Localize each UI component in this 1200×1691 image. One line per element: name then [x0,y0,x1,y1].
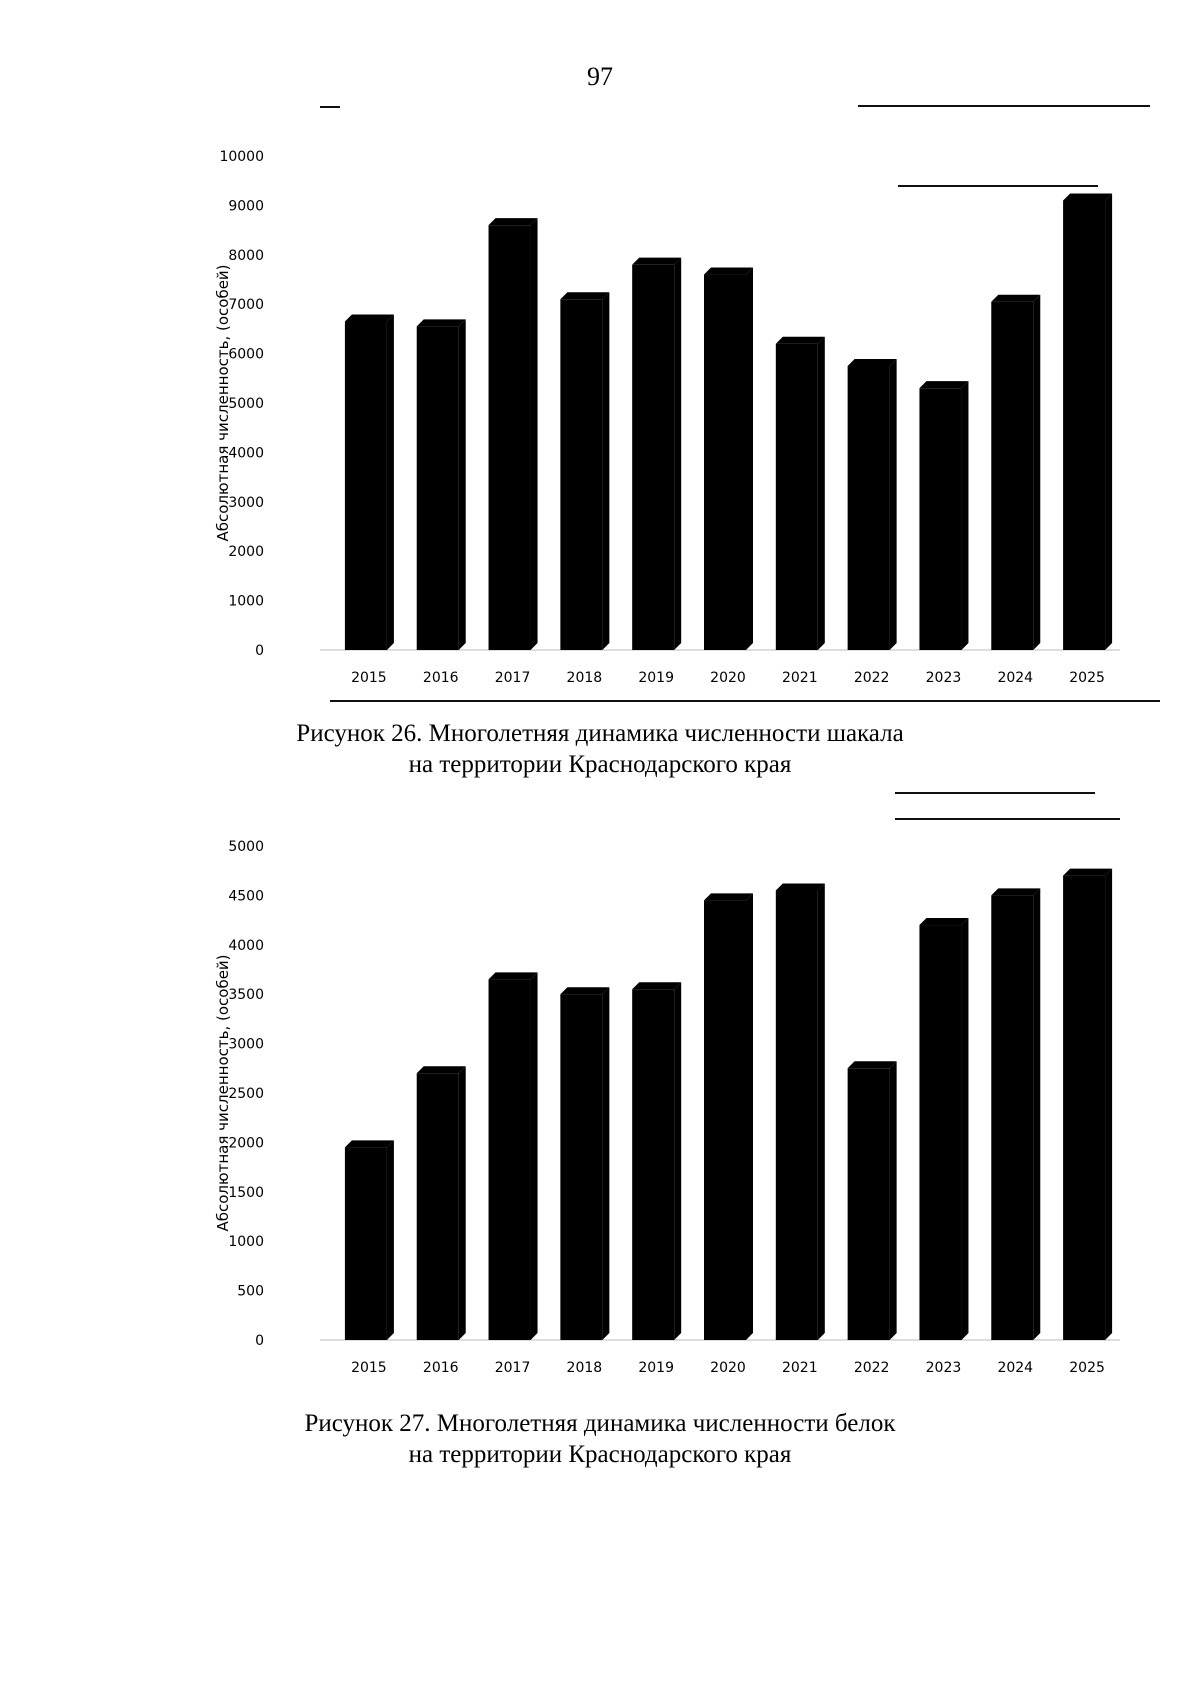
x-tick-label: 2018 [566,670,603,686]
jackal-chart-caption [0,718,1200,780]
x-tick-label: 2016 [422,670,459,686]
bar [919,918,968,1340]
bar-top [919,381,968,388]
caption-line: Рисунок 27. Многолетняя динамика численности белок [304,1410,896,1437]
x-tick-label: 2020 [710,1360,746,1376]
y-tick-label: 0 [255,643,264,659]
bar [919,381,968,650]
bar-side [531,972,538,1340]
bar-side [602,987,609,1340]
x-tick-label: 2023 [925,1360,962,1376]
bar-top [417,1066,466,1073]
bar-front [704,275,746,650]
x-tick-label: 2025 [1069,1360,1105,1376]
page-number: 97 [587,62,613,91]
x-tick-label: 2019 [638,1360,675,1376]
y-tick-label: 2500 [228,1086,264,1102]
y-tick-label: 4000 [228,445,264,462]
bar-front [345,321,387,650]
bar-side [961,381,968,650]
y-tick-label: 3000 [228,1036,264,1053]
bar-front [489,979,531,1340]
bar-side [1033,295,1040,650]
bar [417,319,466,650]
jackal-population-chart [180,140,1160,700]
bar-front [919,925,961,1340]
bar-front [1063,876,1105,1340]
scan-line [320,106,340,108]
bar-front [704,900,746,1340]
x-tick-label: 2017 [494,670,531,686]
bar-top [991,295,1040,302]
y-tick-label: 5000 [228,396,264,412]
bar-side [818,337,825,650]
x-tick-label: 2022 [853,1360,890,1376]
bar-side [387,1140,394,1340]
x-tick-label: 2025 [1069,670,1105,686]
bar-top [776,883,825,890]
bar-front [991,302,1033,650]
squirrel-chart-svg [180,830,1160,1390]
bar [560,292,609,650]
bar-front [560,299,602,650]
bar [776,883,825,1340]
bar-top [848,1061,897,1068]
bar [560,987,609,1340]
bar-side [1033,888,1040,1340]
bar-front [919,388,961,650]
bar-front [848,1068,890,1340]
bar-top [776,337,825,344]
y-tick-label: 1000 [228,1234,264,1251]
x-tick-label: 2023 [925,670,962,686]
y-tick-label: 9000 [228,198,264,215]
bar [704,893,753,1340]
bar-side [890,1061,897,1340]
x-tick-label: 2017 [494,1360,531,1376]
bar [632,982,681,1340]
y-tick-label: 2000 [228,1135,264,1152]
bar-side [602,292,609,650]
y-tick-label: 7000 [228,297,264,314]
y-tick-label: 1000 [228,593,264,610]
caption-line: Рисунок 26. Многолетняя динамика численности шакала [296,720,904,747]
bar-front [1063,200,1105,650]
bar-top [489,972,538,979]
scan-line [895,792,1095,794]
x-tick-label: 2015 [351,1360,387,1376]
squirrel-chart-caption [0,1408,1200,1470]
bar-top [345,314,394,321]
bar [848,359,897,650]
bar-top [991,888,1040,895]
bar-top [919,918,968,925]
bar-side [746,268,753,650]
y-tick-label: 1500 [228,1184,264,1201]
bar-side [531,218,538,650]
bar-side [459,1066,466,1340]
y-axis-title: Абсолютная численность, (особей) [214,264,232,542]
bar-front [345,1147,387,1340]
x-tick-label: 2018 [566,1360,603,1376]
x-tick-label: 2021 [781,1360,818,1376]
bar-front [417,326,459,650]
bar [991,888,1040,1340]
bar-top [632,982,681,989]
y-tick-label: 3000 [228,494,264,511]
y-tick-label: 4000 [228,937,264,954]
bar [345,314,394,650]
bar-top [345,1140,394,1147]
bar-side [961,918,968,1340]
bar-front [632,989,674,1340]
bar-front [489,225,531,650]
squirrel-population-chart [180,830,1160,1390]
bar-top [1063,193,1112,200]
bar [848,1061,897,1340]
bar-side [387,314,394,650]
bar-front [632,265,674,650]
x-tick-label: 2016 [422,1360,459,1376]
bar [1063,869,1112,1340]
bar [345,1140,394,1340]
y-tick-label: 4500 [228,888,264,905]
bar-side [746,893,753,1340]
x-tick-label: 2021 [781,670,818,686]
bar-top [1063,869,1112,876]
bar [489,218,538,650]
bar-top [704,893,753,900]
y-tick-label: 0 [255,1333,264,1349]
bar [632,258,681,650]
y-tick-label: 3500 [228,987,264,1004]
bar-top [489,218,538,225]
y-tick-label: 2000 [228,544,264,561]
bar-side [674,258,681,650]
bar [991,295,1040,650]
bar-side [1105,193,1112,650]
bar-top [632,258,681,265]
bar-front [776,890,818,1340]
y-tick-label: 6000 [228,346,264,363]
x-tick-label: 2015 [351,670,387,686]
bar-top [848,359,897,366]
bar [704,268,753,650]
caption-line: на территории Краснодарского края [408,1441,792,1468]
jackal-chart-svg [180,140,1160,700]
bar-front [560,994,602,1340]
caption-line: на территории Краснодарского края [408,751,792,778]
bar-side [818,883,825,1340]
scan-line [895,818,1120,820]
bar-side [1105,869,1112,1340]
bar [489,972,538,1340]
scan-line [330,700,1160,702]
x-tick-label: 2019 [638,670,675,686]
bar-top [560,987,609,994]
bar [1063,193,1112,650]
bar-side [890,359,897,650]
bar [776,337,825,650]
y-tick-label: 10000 [219,149,264,165]
bar-top [417,319,466,326]
bar-front [848,366,890,650]
bar [417,1066,466,1340]
bar-front [991,895,1033,1340]
bar-side [459,319,466,650]
bar-top [704,268,753,275]
bar-front [417,1073,459,1340]
y-axis-title: Абсолютная численность, (особей) [214,954,232,1232]
x-tick-label: 2024 [997,670,1034,686]
bar-front [776,344,818,650]
x-tick-label: 2024 [997,1360,1034,1376]
y-tick-label: 500 [237,1283,264,1300]
x-tick-label: 2022 [853,670,890,686]
bar-side [674,982,681,1340]
scan-line [858,105,1150,107]
y-tick-label: 8000 [228,247,264,264]
y-tick-label: 5000 [228,839,264,855]
bar-top [560,292,609,299]
x-tick-label: 2020 [710,670,746,686]
